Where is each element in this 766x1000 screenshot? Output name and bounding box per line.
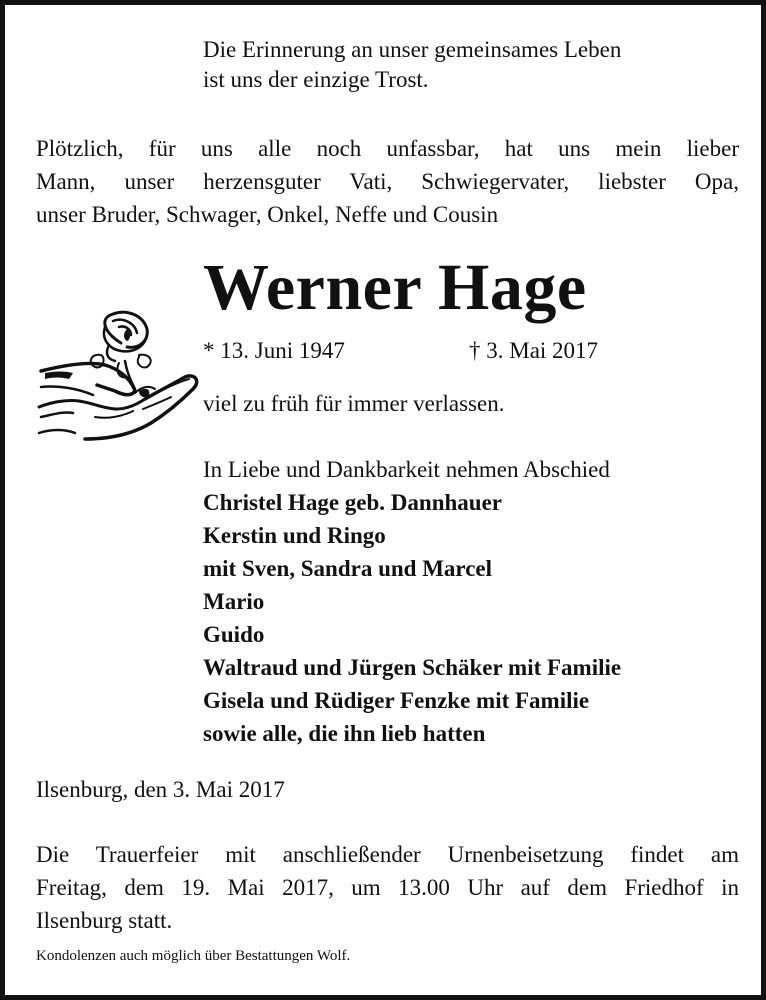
mourner-entry: Waltraud und Jürgen Schäker mit Familie	[203, 655, 622, 680]
memorial-verse	[203, 35, 621, 95]
verse-line: Die Erinnerung an unser gemeinsames Leben	[203, 37, 622, 62]
mourner-entry: Christel Hage geb. Dannhauer	[203, 490, 502, 515]
ceremony-info	[36, 838, 739, 937]
birth-date: * 13. Juni 1947	[203, 338, 345, 363]
ceremony-line: Freitag, dem 19. Mai 2017, um 13.00 Uhr auf dem Friedhof in	[36, 875, 739, 900]
mourner-entry: mit Sven, Sandra und Marcel	[203, 556, 493, 581]
left-us-text: viel zu früh für immer verlassen.	[203, 391, 505, 416]
mourner-entry: Mario	[203, 589, 265, 614]
mourners-list	[203, 486, 621, 750]
deceased-name: Werner Hage	[203, 251, 587, 324]
ceremony-line: Die Trauerfeier mit anschließender Urnenbeisetzung findet am	[36, 842, 739, 867]
intro-line: unser Bruder, Schwager, Onkel, Neffe und Cousin	[36, 202, 499, 227]
condolence-note: Kondolenzen auch möglich über Bestattungen Wolf.	[36, 948, 351, 964]
intro-line: Plötzlich, für uns alle noch unfassbar, hat uns mein lieber	[36, 136, 739, 161]
intro-line: Mann, unser herzensguter Vati, Schwiegervater, liebster Opa,	[36, 169, 739, 194]
mourner-entry: sowie alle, die ihn lieb hatten	[203, 721, 486, 746]
verse-line: ist uns der einzige Trost.	[203, 67, 429, 92]
death-date: † 3. Mai 2017	[469, 338, 599, 363]
place-date: Ilsenburg, den 3. Mai 2017	[36, 777, 285, 802]
intro-text	[36, 132, 739, 231]
mourner-entry: Kerstin und Ringo	[203, 523, 386, 548]
mourner-entry: Gisela und Rüdiger Fenzke mit Familie	[203, 688, 590, 713]
hands-holding-rose-icon	[35, 305, 205, 455]
farewell-intro: In Liebe und Dankbarkeit nehmen Abschied	[203, 457, 610, 482]
ceremony-line: Ilsenburg statt.	[36, 908, 173, 933]
mourner-entry: Guido	[203, 622, 265, 647]
